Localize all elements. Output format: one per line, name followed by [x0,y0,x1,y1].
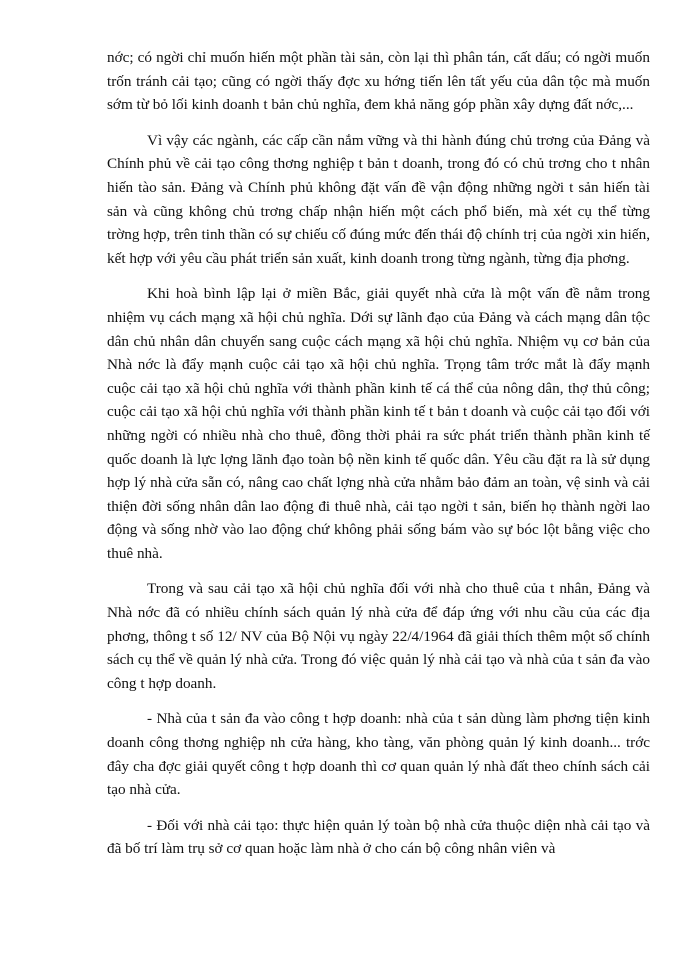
paragraph-reformed-houses: - Đối với nhà cải tạo: thực hiện quản lý toàn bộ nhà cửa thuộc diện nhà cải tạo và đã bố trí làm trụ sở cơ quan hoặc làm nhà ở cho cán bộ công nhân viên và [107,816,650,858]
paragraph-policy: Vì vậy các ngành, các cấp cần nắm vững và thi hành đúng chủ trơng của Đảng và Chính phủ về cải tạo công thơng nghiệp t bản t doanh, trong đó có chủ trơng cho t nhân hiến tào sản. Đảng và Chính phủ không đặt vấn đề vận động những ngời t sản hiến tài sản và cũng không chủ trơng chấp nhận hiến một cách phổ biến, mà xét cụ thể từng trờng hợp, trên tinh thần có sự chiếu cố đúng mức đến thái độ chính trị của ngời xin hiến, kết hợp với yêu cầu phát triển sản xuất, kinh doanh trong từng ngành, từng địa phơng. [107,131,650,267]
paragraph-peace-north: Khi hoà bình lập lại ở miền Bắc, giải quyết nhà cửa là một vấn đề nằm trong nhiệm vụ cách mạng xã hội chủ nghĩa. Dới sự lãnh đạo của Đảng và cách mạng dân tộc dân chủ nhân dân chuyển sang cuộc cách mạng xã hội chủ nghĩa. Nhiệm vụ cơ bản của Nhà nớc là đẩy mạnh cuộc cải tạo xã hội chủ nghĩa. Trọng tâm trớc mắt là đẩy mạnh cuộc cải tạo xã hội chủ nghĩa với thành phần kinh tế cá thể của nông dân, thợ thủ công; cuộc cải tạo xã hội chủ nghĩa với thành phần kinh tế t bản t doanh và cuộc cải tạo đối với những ngời có nhiều nhà cho thuê, đồng thời phải ra sức phát triển thành phần kinh tế quốc doanh là lực lợng lãnh đạo toàn bộ nền kinh tế quốc dân. Yêu cầu đặt ra là sử dụng hợp lý nhà cửa sẵn có, nâng cao chất lợng nhà cửa nhằm bảo đảm an toàn, vệ sinh và cải thiện đời sống nhân dân lao động đi thuê nhà, cải tạo ngời t sản, biến họ thành ngời lao động và sống nhờ vào lao động chứ không phải sống bám vào sự bóc lột bằng việc cho thuê nhà. [107,285,650,562]
paragraph-bourgeois-houses: - Nhà của t sản đa vào công t hợp doanh: nhà của t sản dùng làm phơng tiện kinh doanh công thơng nghiệp nh cửa hàng, kho tàng, văn phòng quản lý kinh doanh... trớc đây cha đợc giải quyết công t hợp doanh thì cơ quan quản lý nhà đất theo chính sách cải tạo nhà cửa. [107,710,650,799]
paragraph-continuation: nớc; có ngời chỉ muốn hiến một phần tài sản, còn lại thì phân tán, cất dấu; có ngời muốn trốn tránh cải tạo; cũng có ngời thấy đợc xu hớng tiến lên tất yếu của dân tộc mà muốn sớm từ bỏ lối kinh doanh t bản chủ nghĩa, đem khả năng góp phần xây dựng đất nớc,... [107,49,650,114]
paragraph-after-reform: Trong và sau cải tạo xã hội chủ nghĩa đối với nhà cho thuê của t nhân, Đảng và Nhà nớc đã có nhiều chính sách quản lý nhà cửa để đáp ứng với nhu cầu của các địa phơng, thông t số 12/ NV của Bộ Nội vụ ngày 22/4/1964 đã giải thích thêm một số chính sách cụ thể về quản lý nhà cửa. Trong đó việc quản lý nhà cải tạo và nhà của t sản đa vào công t hợp doanh. [107,580,650,692]
